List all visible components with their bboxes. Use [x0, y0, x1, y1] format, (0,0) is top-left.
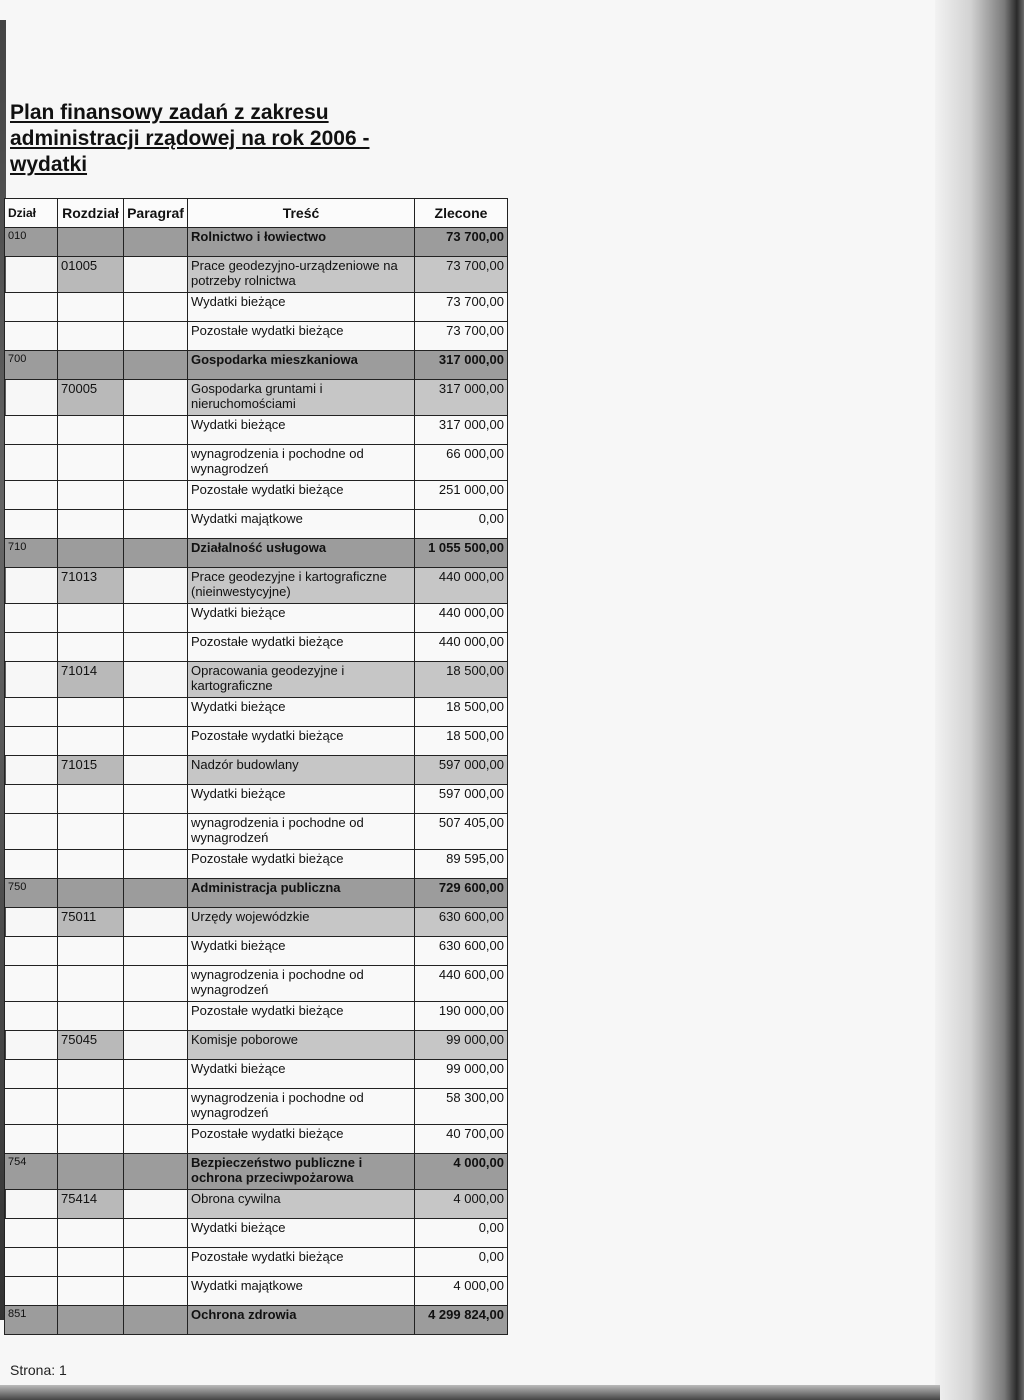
cell-zlecone: 0,00 — [415, 1248, 508, 1277]
detail-row — [5, 814, 508, 850]
title-line: wydatki — [10, 153, 88, 176]
cell-paragraf — [124, 814, 188, 850]
cell-rozdzial: 71015 — [58, 756, 124, 785]
cell-dzial — [5, 1190, 58, 1219]
cell-tresc: Pozostałe wydatki bieżące — [188, 1002, 415, 1031]
cell-rozdzial — [58, 1154, 124, 1190]
table-body — [5, 228, 508, 1335]
cell-dzial — [5, 1219, 58, 1248]
cell-paragraf — [124, 1277, 188, 1306]
header-tresc: Treść — [188, 199, 415, 228]
cell-rozdzial — [58, 1248, 124, 1277]
cell-tresc: Wydatki bieżące — [188, 293, 415, 322]
cell-rozdzial — [58, 966, 124, 1002]
detail-row — [5, 604, 508, 633]
section-row — [5, 879, 508, 908]
cell-dzial — [5, 1060, 58, 1089]
cell-tresc: Nadzór budowlany — [188, 756, 415, 785]
cell-rozdzial — [58, 633, 124, 662]
cell-rozdzial — [58, 937, 124, 966]
sub-row — [5, 662, 508, 698]
cell-zlecone: 190 000,00 — [415, 1002, 508, 1031]
cell-zlecone: 0,00 — [415, 1219, 508, 1248]
cell-dzial — [5, 1089, 58, 1125]
cell-rozdzial — [58, 481, 124, 510]
cell-rozdzial — [58, 1060, 124, 1089]
cell-tresc: Gospodarka gruntami i nieruchomościami — [188, 380, 415, 416]
cell-tresc: Pozostałe wydatki bieżące — [188, 727, 415, 756]
cell-zlecone: 4 299 824,00 — [415, 1306, 508, 1335]
cell-dzial — [5, 445, 58, 481]
cell-rozdzial — [58, 228, 124, 257]
cell-zlecone: 4 000,00 — [415, 1277, 508, 1306]
cell-tresc: Wydatki bieżące — [188, 937, 415, 966]
cell-paragraf — [124, 257, 188, 293]
cell-zlecone: 597 000,00 — [415, 756, 508, 785]
cell-dzial — [5, 850, 58, 879]
cell-paragraf — [124, 662, 188, 698]
cell-dzial — [5, 727, 58, 756]
cell-zlecone: 317 000,00 — [415, 351, 508, 380]
cell-tresc: wynagrodzenia i pochodne od wynagrodzeń — [188, 445, 415, 481]
cell-dzial — [5, 662, 58, 698]
cell-tresc: Wydatki bieżące — [188, 604, 415, 633]
cell-zlecone: 630 600,00 — [415, 908, 508, 937]
cell-zlecone: 1 055 500,00 — [415, 539, 508, 568]
title-line: administracji rządowej na rok 2006 - — [10, 127, 370, 150]
cell-rozdzial — [58, 785, 124, 814]
detail-row — [5, 293, 508, 322]
cell-rozdzial — [58, 351, 124, 380]
cell-zlecone: 440 600,00 — [415, 966, 508, 1002]
cell-dzial: 754 — [5, 1154, 58, 1190]
cell-dzial — [5, 785, 58, 814]
cell-paragraf — [124, 322, 188, 351]
cell-tresc: Wydatki bieżące — [188, 698, 415, 727]
cell-paragraf — [124, 1031, 188, 1060]
cell-dzial — [5, 1277, 58, 1306]
cell-tresc: Pozostałe wydatki bieżące — [188, 481, 415, 510]
sub-row — [5, 756, 508, 785]
cell-paragraf — [124, 879, 188, 908]
cell-dzial — [5, 293, 58, 322]
cell-tresc: Działalność usługowa — [188, 539, 415, 568]
cell-tresc: wynagrodzenia i pochodne od wynagrodzeń — [188, 1089, 415, 1125]
sub-row — [5, 568, 508, 604]
cell-tresc: wynagrodzenia i pochodne od wynagrodzeń — [188, 814, 415, 850]
cell-paragraf — [124, 937, 188, 966]
cell-paragraf — [124, 698, 188, 727]
cell-zlecone: 99 000,00 — [415, 1060, 508, 1089]
detail-row — [5, 727, 508, 756]
cell-zlecone: 58 300,00 — [415, 1089, 508, 1125]
cell-rozdzial — [58, 510, 124, 539]
cell-tresc: Pozostałe wydatki bieżące — [188, 1248, 415, 1277]
cell-paragraf — [124, 568, 188, 604]
cell-tresc: Pozostałe wydatki bieżące — [188, 1125, 415, 1154]
detail-row — [5, 1219, 508, 1248]
detail-row — [5, 698, 508, 727]
cell-zlecone: 251 000,00 — [415, 481, 508, 510]
scan-bottom-edge — [0, 1385, 940, 1400]
cell-tresc: Wydatki bieżące — [188, 1219, 415, 1248]
cell-tresc: Administracja publiczna — [188, 879, 415, 908]
cell-rozdzial — [58, 850, 124, 879]
cell-dzial — [5, 1031, 58, 1060]
cell-tresc: Pozostałe wydatki bieżące — [188, 850, 415, 879]
cell-dzial — [5, 510, 58, 539]
cell-paragraf — [124, 785, 188, 814]
cell-zlecone: 317 000,00 — [415, 416, 508, 445]
cell-rozdzial — [58, 814, 124, 850]
section-row — [5, 539, 508, 568]
cell-rozdzial — [58, 1219, 124, 1248]
cell-tresc: Gospodarka mieszkaniowa — [188, 351, 415, 380]
page-label: Strona: — [10, 1362, 56, 1378]
scan-right-margin — [935, 0, 1024, 1400]
cell-paragraf — [124, 633, 188, 662]
cell-dzial — [5, 633, 58, 662]
cell-rozdzial — [58, 1306, 124, 1335]
cell-tresc: Prace geodezyjne i kartograficzne (nieinwestycyjne) — [188, 568, 415, 604]
sub-row — [5, 257, 508, 293]
cell-paragraf — [124, 604, 188, 633]
cell-tresc: Wydatki bieżące — [188, 785, 415, 814]
cell-tresc: Bezpieczeństwo publiczne i ochrona przeciwpożarowa — [188, 1154, 415, 1190]
cell-dzial — [5, 756, 58, 785]
cell-rozdzial — [58, 604, 124, 633]
cell-paragraf — [124, 351, 188, 380]
document-title — [10, 100, 390, 178]
cell-dzial — [5, 416, 58, 445]
cell-paragraf — [124, 416, 188, 445]
detail-row — [5, 322, 508, 351]
cell-tresc: Prace geodezyjno-urządzeniowe na potrzeby rolnictwa — [188, 257, 415, 293]
cell-dzial: 710 — [5, 539, 58, 568]
cell-paragraf — [124, 380, 188, 416]
cell-zlecone: 89 595,00 — [415, 850, 508, 879]
cell-dzial — [5, 481, 58, 510]
cell-paragraf — [124, 908, 188, 937]
cell-rozdzial — [58, 322, 124, 351]
cell-dzial — [5, 966, 58, 1002]
cell-zlecone: 597 000,00 — [415, 785, 508, 814]
cell-zlecone: 507 405,00 — [415, 814, 508, 850]
cell-zlecone: 729 600,00 — [415, 879, 508, 908]
cell-rozdzial — [58, 293, 124, 322]
cell-zlecone: 73 700,00 — [415, 257, 508, 293]
cell-paragraf — [124, 1154, 188, 1190]
cell-tresc: Komisje poborowe — [188, 1031, 415, 1060]
cell-tresc: Wydatki majątkowe — [188, 1277, 415, 1306]
cell-zlecone: 73 700,00 — [415, 293, 508, 322]
cell-dzial — [5, 937, 58, 966]
title-line: Plan finansowy zadań z zakresu — [10, 101, 329, 124]
detail-row — [5, 1002, 508, 1031]
cell-paragraf — [124, 481, 188, 510]
detail-row — [5, 1060, 508, 1089]
section-row — [5, 1154, 508, 1190]
cell-zlecone: 73 700,00 — [415, 228, 508, 257]
cell-tresc: Pozostałe wydatki bieżące — [188, 633, 415, 662]
cell-rozdzial — [58, 539, 124, 568]
cell-rozdzial: 01005 — [58, 257, 124, 293]
page-number: 1 — [59, 1362, 67, 1378]
cell-tresc: Urzędy wojewódzkie — [188, 908, 415, 937]
cell-dzial — [5, 1002, 58, 1031]
detail-row — [5, 1089, 508, 1125]
cell-dzial: 750 — [5, 879, 58, 908]
cell-rozdzial — [58, 879, 124, 908]
cell-tresc: Opracowania geodezyjne i kartograficzne — [188, 662, 415, 698]
cell-paragraf — [124, 539, 188, 568]
cell-paragraf — [124, 1219, 188, 1248]
detail-row — [5, 1248, 508, 1277]
cell-paragraf — [124, 1002, 188, 1031]
cell-zlecone: 66 000,00 — [415, 445, 508, 481]
cell-paragraf — [124, 445, 188, 481]
cell-rozdzial — [58, 445, 124, 481]
detail-row — [5, 510, 508, 539]
cell-dzial — [5, 257, 58, 293]
cell-paragraf — [124, 727, 188, 756]
cell-dzial — [5, 814, 58, 850]
sub-row — [5, 1190, 508, 1219]
cell-paragraf — [124, 1248, 188, 1277]
cell-zlecone: 99 000,00 — [415, 1031, 508, 1060]
cell-rozdzial: 71014 — [58, 662, 124, 698]
sub-row — [5, 380, 508, 416]
cell-rozdzial: 70005 — [58, 380, 124, 416]
cell-paragraf — [124, 1089, 188, 1125]
cell-rozdzial — [58, 1125, 124, 1154]
cell-rozdzial: 71013 — [58, 568, 124, 604]
cell-zlecone: 40 700,00 — [415, 1125, 508, 1154]
detail-row — [5, 416, 508, 445]
detail-row — [5, 937, 508, 966]
cell-rozdzial: 75414 — [58, 1190, 124, 1219]
detail-row — [5, 481, 508, 510]
sub-row — [5, 908, 508, 937]
cell-zlecone: 0,00 — [415, 510, 508, 539]
cell-zlecone: 630 600,00 — [415, 937, 508, 966]
cell-dzial — [5, 568, 58, 604]
cell-zlecone: 18 500,00 — [415, 662, 508, 698]
cell-zlecone: 18 500,00 — [415, 698, 508, 727]
section-row — [5, 228, 508, 257]
cell-dzial — [5, 1248, 58, 1277]
cell-zlecone: 440 000,00 — [415, 568, 508, 604]
cell-paragraf — [124, 293, 188, 322]
cell-dzial: 700 — [5, 351, 58, 380]
budget-table — [4, 198, 508, 1335]
header-dzial: Dział — [5, 199, 58, 228]
header-zlecone: Zlecone — [415, 199, 508, 228]
cell-paragraf — [124, 850, 188, 879]
cell-rozdzial — [58, 727, 124, 756]
detail-row — [5, 1125, 508, 1154]
cell-rozdzial — [58, 698, 124, 727]
detail-row — [5, 850, 508, 879]
cell-paragraf — [124, 966, 188, 1002]
detail-row — [5, 966, 508, 1002]
cell-tresc: Pozostałe wydatki bieżące — [188, 322, 415, 351]
cell-rozdzial — [58, 1002, 124, 1031]
cell-paragraf — [124, 510, 188, 539]
cell-paragraf — [124, 228, 188, 257]
detail-row — [5, 445, 508, 481]
cell-dzial — [5, 380, 58, 416]
cell-rozdzial — [58, 416, 124, 445]
cell-tresc: Ochrona zdrowia — [188, 1306, 415, 1335]
cell-tresc: Wydatki bieżące — [188, 416, 415, 445]
cell-rozdzial: 75011 — [58, 908, 124, 937]
cell-zlecone: 4 000,00 — [415, 1190, 508, 1219]
cell-paragraf — [124, 1306, 188, 1335]
cell-dzial — [5, 908, 58, 937]
page-footer — [10, 1362, 67, 1378]
cell-rozdzial: 75045 — [58, 1031, 124, 1060]
cell-zlecone: 440 000,00 — [415, 633, 508, 662]
cell-zlecone: 317 000,00 — [415, 380, 508, 416]
cell-zlecone: 4 000,00 — [415, 1154, 508, 1190]
cell-tresc: Rolnictwo i łowiectwo — [188, 228, 415, 257]
sub-row — [5, 1031, 508, 1060]
cell-dzial — [5, 322, 58, 351]
cell-paragraf — [124, 1190, 188, 1219]
section-row — [5, 351, 508, 380]
cell-rozdzial — [58, 1089, 124, 1125]
cell-paragraf — [124, 1125, 188, 1154]
detail-row — [5, 785, 508, 814]
cell-tresc: wynagrodzenia i pochodne od wynagrodzeń — [188, 966, 415, 1002]
cell-rozdzial — [58, 1277, 124, 1306]
cell-zlecone: 73 700,00 — [415, 322, 508, 351]
cell-dzial: 851 — [5, 1306, 58, 1335]
cell-zlecone: 18 500,00 — [415, 727, 508, 756]
section-row — [5, 1306, 508, 1335]
cell-paragraf — [124, 756, 188, 785]
cell-dzial — [5, 604, 58, 633]
header-paragraf: Paragraf — [124, 199, 188, 228]
cell-dzial — [5, 698, 58, 727]
detail-row — [5, 1277, 508, 1306]
detail-row — [5, 633, 508, 662]
cell-dzial — [5, 1125, 58, 1154]
header-rozdzial: Rozdział — [58, 199, 124, 228]
cell-dzial: 010 — [5, 228, 58, 257]
cell-tresc: Obrona cywilna — [188, 1190, 415, 1219]
cell-paragraf — [124, 1060, 188, 1089]
cell-tresc: Wydatki majątkowe — [188, 510, 415, 539]
cell-tresc: Wydatki bieżące — [188, 1060, 415, 1089]
table-header-row — [5, 199, 508, 228]
cell-zlecone: 440 000,00 — [415, 604, 508, 633]
